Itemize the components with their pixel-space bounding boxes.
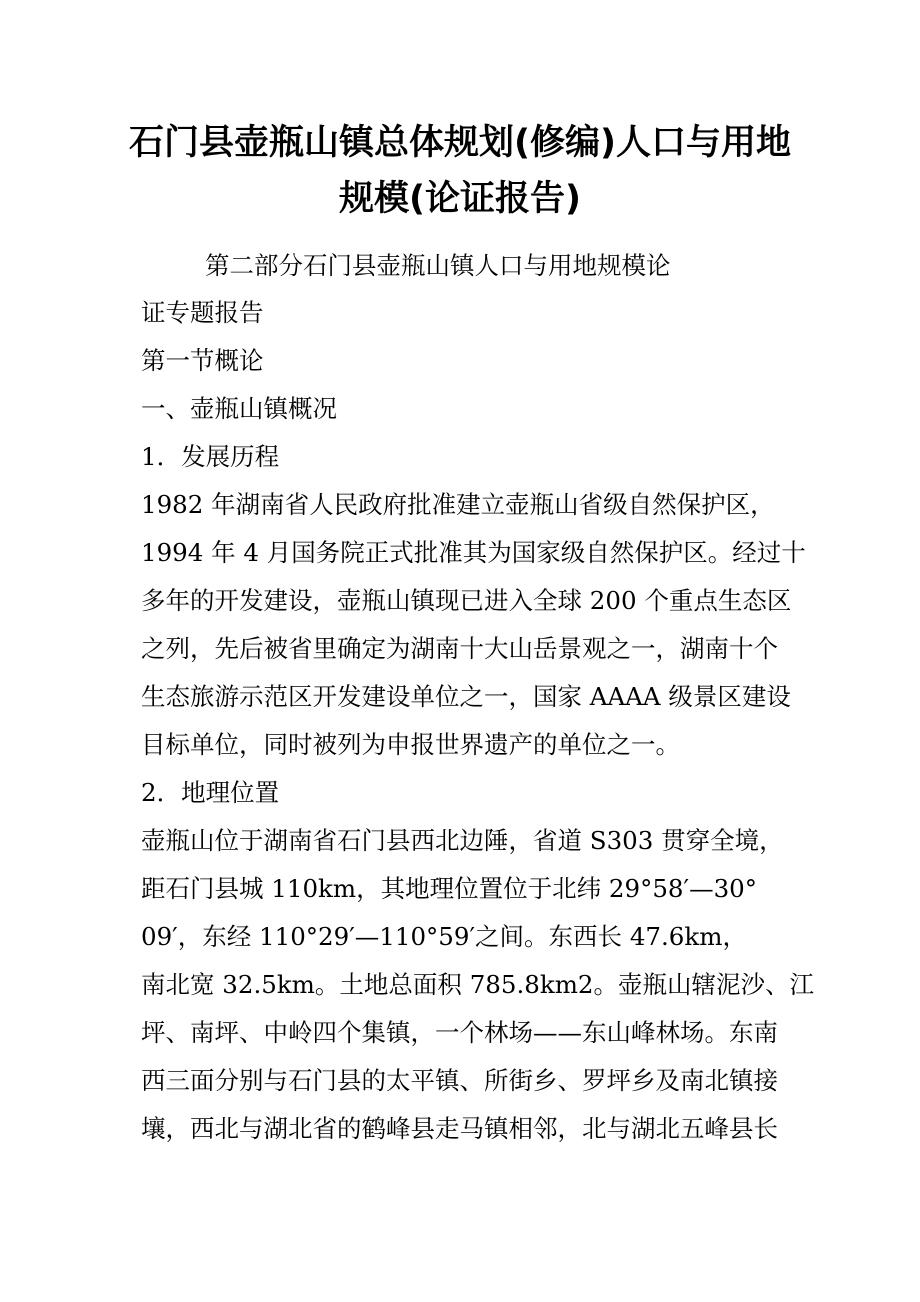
chapter-heading: 第一节概论 <box>141 346 264 375</box>
document-title-line-2: 规模(论证报告) <box>339 179 581 219</box>
section-heading-line-2: 证专题报告 <box>141 298 264 327</box>
paragraph-line: 壶瓶山位于湖南省石门县西北边陲，省道 S303 贯穿全境， <box>141 826 784 855</box>
paragraph-line: 1982 年湖南省人民政府批准建立壶瓶山省级自然保护区， <box>141 490 775 519</box>
paragraph-line: 多年的开发建设，壶瓶山镇现已进入全球 200 个重点生态区 <box>141 586 792 615</box>
subsection-heading: 一、壶瓶山镇概况 <box>141 394 337 423</box>
item-heading-development: 1．发展历程 <box>141 442 280 471</box>
paragraph-line: 壤，西北与湖北省的鹤峰县走马镇相邻，北与湖北五峰县长 <box>141 1114 778 1143</box>
paragraph-line: 之列，先后被省里确定为湖南十大山岳景观之一，湖南十个 <box>141 634 778 663</box>
paragraph-line: 目标单位，同时被列为申报世界遗产的单位之一。 <box>141 730 680 759</box>
paragraph-line: 坪、南坪、中岭四个集镇，一个林场——东山峰林场。东南 <box>141 1018 778 1047</box>
paragraph-line: 1994 年 4 月国务院正式批准其为国家级自然保护区。经过十 <box>141 538 806 567</box>
paragraph-line: 距石门县城 110km，其地理位置位于北纬 29°58′—30° <box>141 874 758 903</box>
paragraph-line: 生态旅游示范区开发建设单位之一，国家 AAAA 级景区建设 <box>141 682 791 711</box>
paragraph-line: 09′，东经 110°29′—110°59′之间。东西长 47.6km， <box>141 922 747 951</box>
paragraph-line: 西三面分别与石门县的太平镇、所街乡、罗坪乡及南北镇接 <box>141 1066 778 1095</box>
section-heading-line-1: 第二部分石门县壶瓶山镇人口与用地规模论 <box>205 251 671 280</box>
item-heading-location: 2．地理位置 <box>141 778 280 807</box>
document-title-line-1: 石门县壶瓶山镇总体规划(修编)人口与用地 <box>129 123 791 163</box>
paragraph-line: 南北宽 32.5km。土地总面积 785.8km2。壶瓶山辖泥沙、江 <box>141 970 815 999</box>
